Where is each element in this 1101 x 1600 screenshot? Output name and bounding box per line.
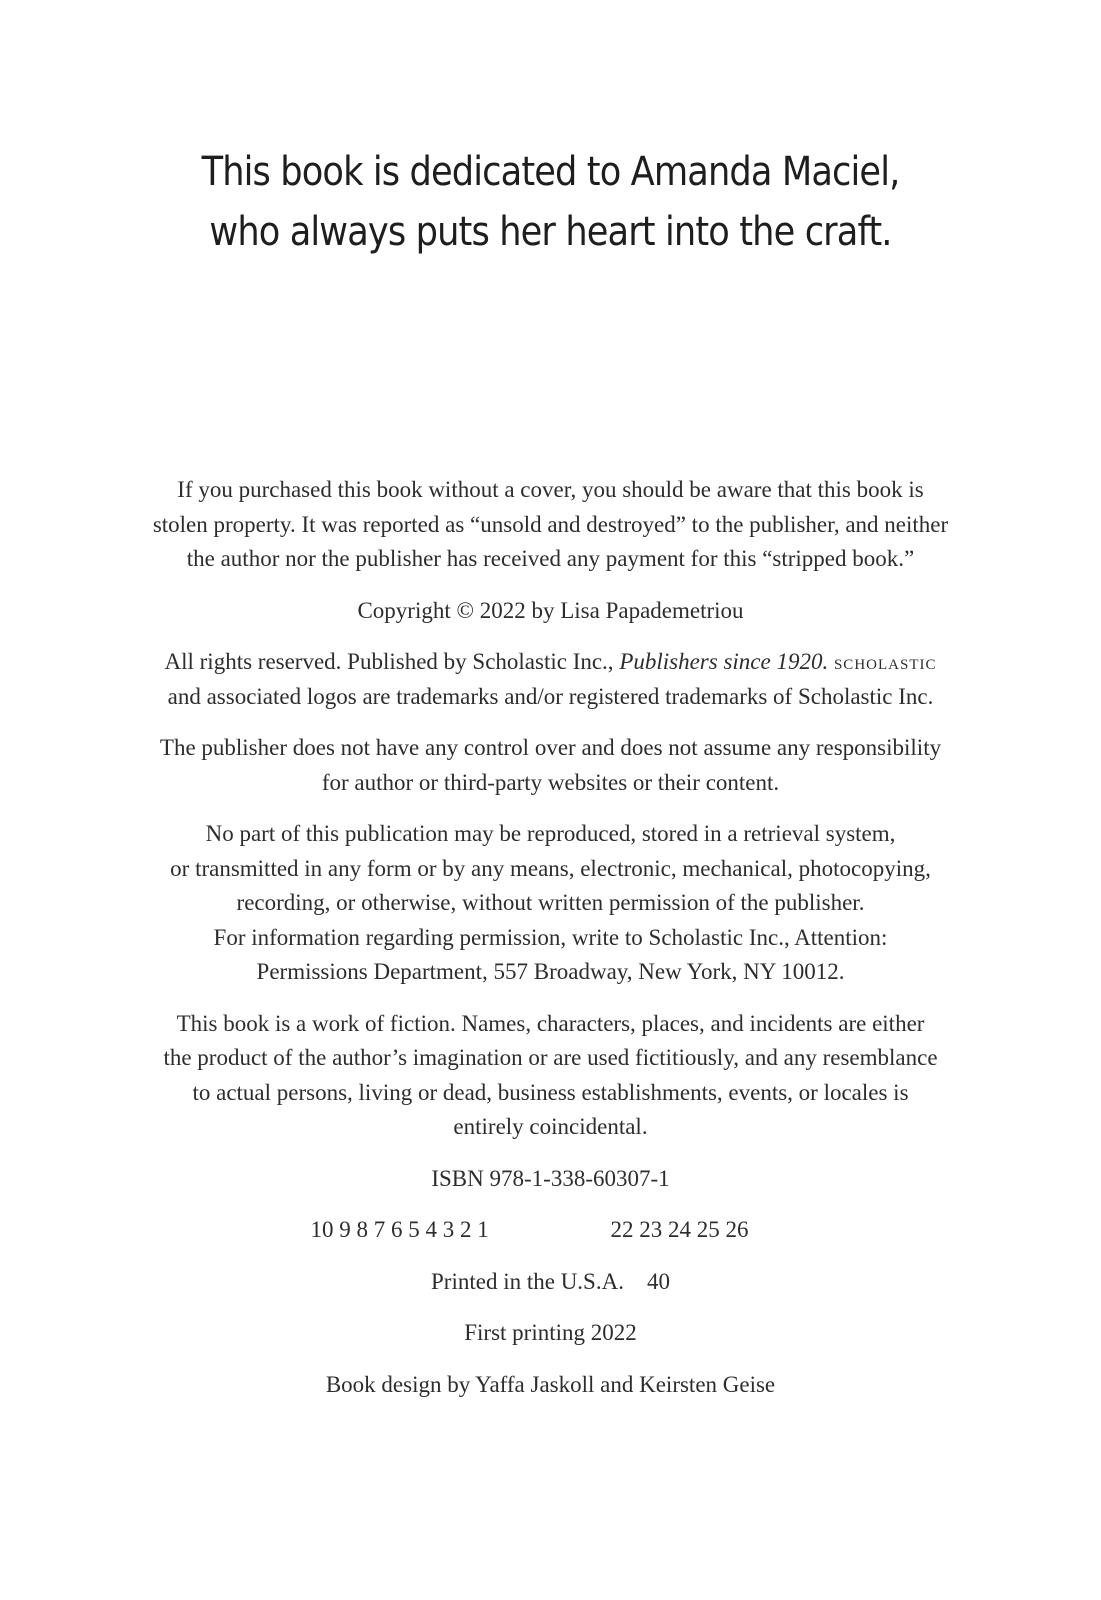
printed-in-line [0,1265,1101,1300]
notice-line-1: If you purchased this book without a cover, you should be aware that this book is [177,477,924,502]
printer-code: 40 [646,1268,670,1294]
fiction-line-1: This book is a work of fiction. Names, characters, places, and incidents are either [176,1010,925,1036]
publisher-tagline: Publishers since 1920. [619,649,829,674]
reproduction-line-2: or transmitted in any form or by any means, electronic, mechanical, photocopying, [170,855,931,881]
reproduction-line-1: No part of this publication may be reproduced, stored in a retrieval system, [205,821,896,846]
disclaimer-line-1: The publisher does not have any control over and does not assume any responsibility [159,735,942,760]
fiction-line-3: to actual persons, living or dead, business establishments, events, or locales is [192,1079,909,1105]
disclaimer-line-2: for author or third-party websites or their content. [321,769,780,795]
fiction-line-2: the product of the author’s imagination or are used fictitiously, and any resemblance [163,1045,938,1070]
rights-text: All rights reserved. Published by Scholastic Inc., [164,649,620,674]
reproduction-line-4: For information regarding permission, write to Scholastic Inc., Attention: [213,924,888,950]
printed-in-text: Printed in the U.S.A. [431,1268,624,1294]
dedication-line-1: This book is dedicated to Amanda Maciel, [201,149,900,195]
dedication-line-2: who always puts her heart into the craft. [209,209,892,255]
printed-in [0,1265,1101,1300]
print-year-numbers: 22 23 24 25 26 [610,1217,749,1242]
rights-line-1 [0,645,1101,680]
reproduction-line-3: recording, or otherwise, without written permission of the publisher. [236,890,865,915]
copyright-block [0,473,1101,1419]
copyright-line [0,594,1101,629]
stripped-book-notice [0,473,1101,577]
fiction-disclaimer [0,1007,1101,1145]
print-run-numbers: 10 9 8 7 6 5 4 3 2 1 [310,1217,489,1242]
design-credit [0,1368,1101,1403]
copyright-text: Copyright © 2022 by Lisa Papademetriou [357,597,744,623]
scholastic-trademark: scholastic [833,650,937,674]
notice-line-3: the author nor the publisher has received any payment for this “stripped book.” [186,546,915,571]
notice-line-2: stolen property. It was reported as “unsold and destroyed” to the publisher, and neither [152,511,949,537]
fiction-line-4: entirely coincidental. [453,1114,648,1139]
isbn-text: ISBN 978-1-338-60307-1 [431,1165,670,1191]
rights-reserved [0,645,1101,714]
rights-line-2: and associated logos are trademarks and/or registered trademarks of Scholastic Inc. [167,683,934,709]
first-printing-text: First printing 2022 [464,1320,637,1345]
dedication [66,142,1035,262]
design-credit-text: Book design by Yaffa Jaskoll and Keirsten Geise [325,1371,776,1397]
reproduction-notice [0,817,1101,990]
first-printing [0,1316,1101,1351]
reproduction-line-5: Permissions Department, 557 Broadway, New York, NY 10012. [256,959,845,984]
printing-line [0,1213,1101,1248]
isbn [0,1162,1101,1197]
website-disclaimer [0,731,1101,800]
